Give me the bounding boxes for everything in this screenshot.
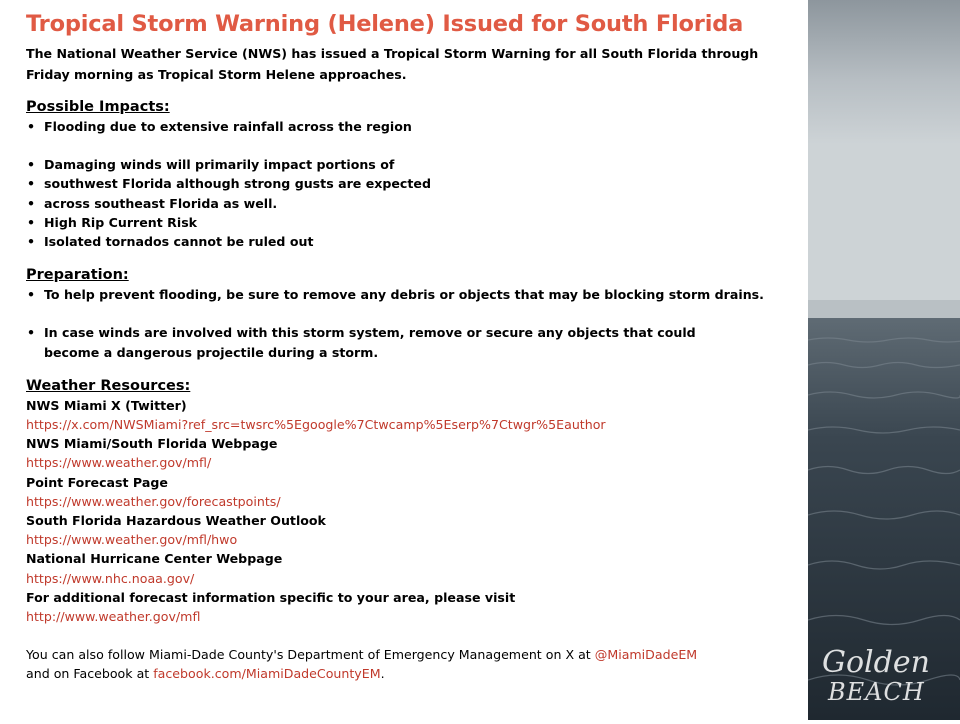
intro-line: Friday morning as Tropical Storm Helene approaches. [26, 67, 407, 82]
page-title: Tropical Storm Warning (Helene) Issued for South Florida [26, 11, 744, 37]
impacts-heading: Possible Impacts: [26, 99, 170, 115]
preparation-list-2 [26, 323, 806, 361]
facebook-link[interactable]: facebook.com/MiamiDadeCountyEM [153, 666, 381, 682]
resource-label: For additional forecast information specific to your area, please visit [26, 589, 516, 605]
resources-heading: Weather Resources: [26, 377, 191, 394]
list-item: • High Rip Current Risk [26, 213, 806, 232]
intro-line: The National Weather Service (NWS) has issued a Tropical Storm Warning for all South Florida through [26, 46, 759, 61]
ocean-photo-graphic [808, 0, 960, 720]
resource-link[interactable]: https://www.nhc.noaa.gov/ [26, 570, 195, 586]
logo-line-1: Golden [822, 645, 930, 680]
resource-label: Point Forecast Page [26, 474, 168, 490]
resource-label: National Hurricane Center Webpage [26, 551, 283, 567]
list-item: • Flooding due to extensive rainfall across the region [26, 117, 806, 136]
x-handle-link[interactable]: @MiamiDadeEM [594, 647, 698, 663]
footer-text-x: You can also follow Miami-Dade County's Department of Emergency Management on X at [26, 647, 595, 663]
impacts-list-1 [26, 117, 806, 136]
list-item: • In case winds are involved with this storm system, remove or secure any objects that could become a dangerous projectile during a storm. [26, 323, 744, 361]
list-item: • southwest Florida although strong gusts are expected [26, 174, 806, 193]
footer-text [26, 645, 806, 683]
logo-graphic [810, 636, 960, 720]
list-item: • Isolated tornados cannot be ruled out [26, 232, 806, 251]
list-item: • To help prevent flooding, be sure to remove any debris or objects that may be blocking storm drains. [26, 285, 806, 304]
footer-period: . [380, 666, 385, 682]
preparation-list [26, 285, 806, 304]
impacts-list-2 [26, 155, 806, 251]
resources-list [26, 396, 806, 626]
logo-line-2: BEACH [828, 678, 925, 706]
resource-link[interactable]: https://x.com/NWSMiami?ref_src=twsrc%5Egoogle%7Ctwcamp%5Eserp%7Ctwgr%5Eauthor [26, 417, 606, 433]
resource-label: South Florida Hazardous Weather Outlook [26, 513, 326, 529]
list-item: • across southeast Florida as well. [26, 194, 806, 213]
resource-link[interactable]: https://www.weather.gov/forecastpoints/ [26, 493, 281, 509]
resource-link[interactable]: http://www.weather.gov/mfl [26, 609, 201, 625]
footer-line-2 [26, 664, 806, 683]
golden-beach-logo [810, 636, 960, 720]
ocean-photo [808, 0, 960, 720]
resource-link[interactable]: https://www.weather.gov/mfl/ [26, 455, 212, 471]
preparation-heading: Preparation: [26, 267, 129, 284]
intro-paragraph [26, 43, 806, 85]
resource-label: NWS Miami X (Twitter) [26, 397, 187, 413]
resource-link[interactable]: https://www.weather.gov/mfl/hwo [26, 532, 238, 548]
footer-text-facebook: and on Facebook at [26, 666, 154, 682]
document-body [26, 8, 806, 684]
footer-line-1 [26, 645, 806, 664]
list-item: • Damaging winds will primarily impact portions of [26, 155, 806, 174]
resource-label: NWS Miami/South Florida Webpage [26, 436, 278, 452]
